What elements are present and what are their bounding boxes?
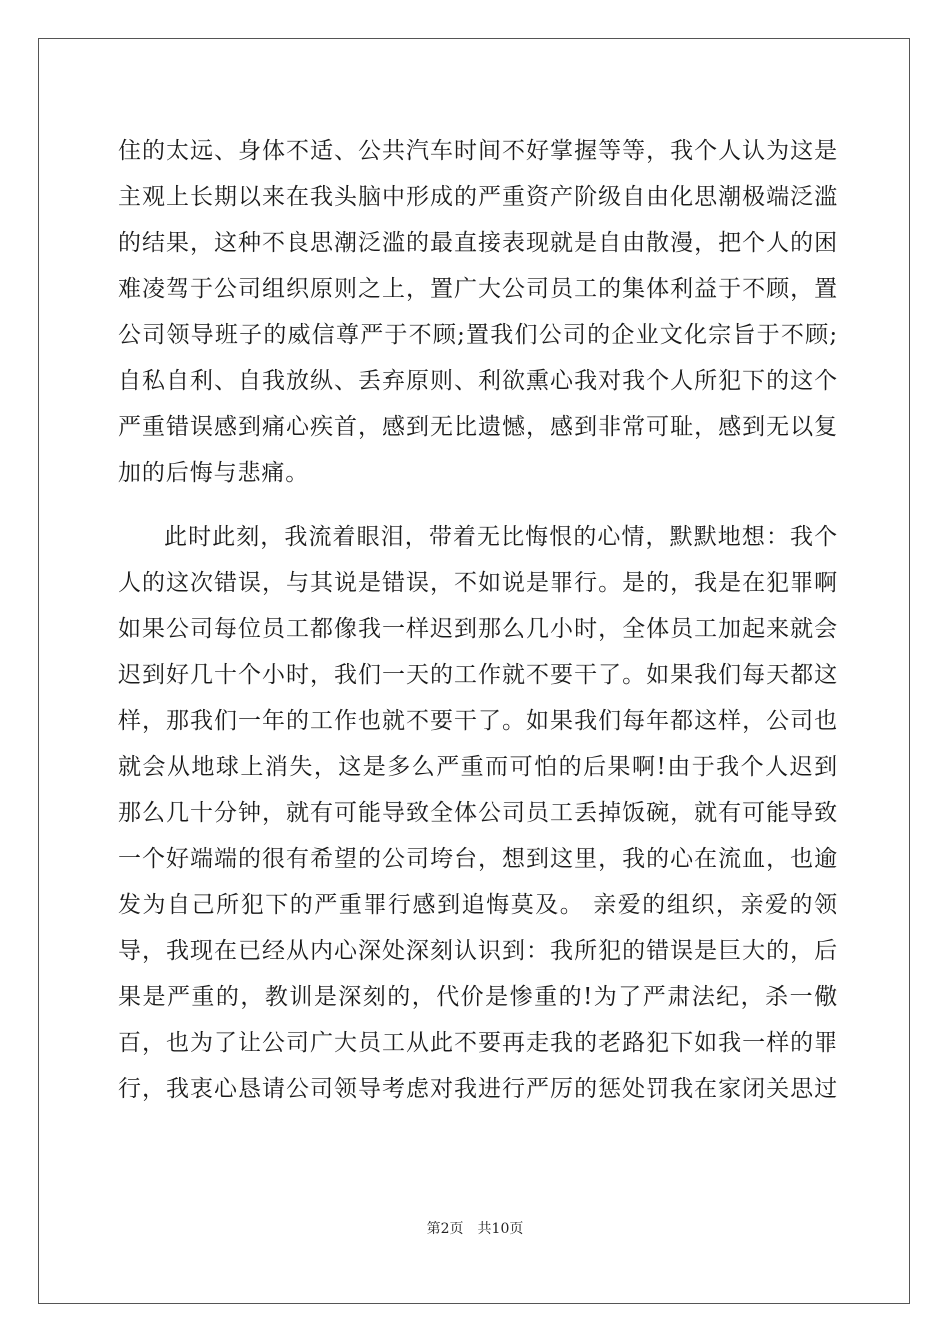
- page-footer: [0, 1218, 950, 1238]
- paragraph-2: [118, 514, 838, 1112]
- text-line: 一个好端端的很有希望的公司垮台，想到这里，我的心在流血，也逾: [118, 846, 838, 872]
- text-line: 就会从地球上消失，这是多么严重而可怕的后果啊!由于我个人迟到: [118, 754, 838, 780]
- text-line: 如果公司每位员工都像我一样迟到那么几小时，全体员工加起来就会: [118, 616, 838, 642]
- text-line: 百，也为了让公司广大员工从此不要再走我的老路犯下如我一样的罪: [118, 1030, 838, 1056]
- paragraph-spacing: [118, 496, 838, 514]
- text-line: 自私自利、自我放纵、丢弃原则、利欲熏心我对我个人所犯下的这个: [118, 368, 838, 394]
- text-line: 加的后悔与悲痛。: [118, 460, 310, 486]
- text-line: 公司领导班子的威信尊严于不顾;置我们公司的企业文化宗旨于不顾;: [118, 322, 838, 348]
- text-line: 住的太远、身体不适、公共汽车时间不好掌握等等，我个人认为这是: [118, 138, 838, 164]
- text-line: 发为自己所犯下的严重罪行感到追悔莫及。 亲爱的组织，亲爱的领: [118, 892, 838, 918]
- document-body: [118, 128, 838, 1112]
- text-line: 难凌驾于公司组织原则之上，置广大公司员工的集体利益于不顾，置: [118, 276, 838, 302]
- text-line: 此时此刻，我流着眼泪，带着无比悔恨的心情，默默地想：我个: [164, 524, 838, 550]
- paragraph-1: [118, 128, 838, 496]
- text-line: 严重错误感到痛心疾首，感到无比遗憾，感到非常可耻，感到无以复: [118, 414, 838, 440]
- text-line: 迟到好几十个小时，我们一天的工作就不要干了。如果我们每天都这: [118, 662, 838, 688]
- text-line: 导，我现在已经从内心深处深刻认识到：我所犯的错误是巨大的，后: [118, 938, 838, 964]
- text-line: 主观上长期以来在我头脑中形成的严重资产阶级自由化思潮极端泛滥: [118, 184, 838, 210]
- text-line: 的结果，这种不良思潮泛滥的最直接表现就是自由散漫，把个人的困: [118, 230, 838, 256]
- text-line: 果是严重的，教训是深刻的，代价是惨重的!为了严肃法纪，杀一儆: [118, 984, 838, 1010]
- text-line: 样，那我们一年的工作也就不要干了。如果我们每年都这样，公司也: [118, 708, 838, 734]
- page-number: 第2页: [426, 1221, 464, 1237]
- page-total: 共10页: [477, 1221, 524, 1237]
- text-line: 行，我衷心恳请公司领导考虑对我进行严厉的惩处罚我在家闭关思过: [118, 1076, 838, 1102]
- text-line: 那么几十分钟，就有可能导致全体公司员工丢掉饭碗，就有可能导致: [118, 800, 838, 826]
- text-line: 人的这次错误，与其说是错误，不如说是罪行。是的，我是在犯罪啊: [118, 570, 838, 596]
